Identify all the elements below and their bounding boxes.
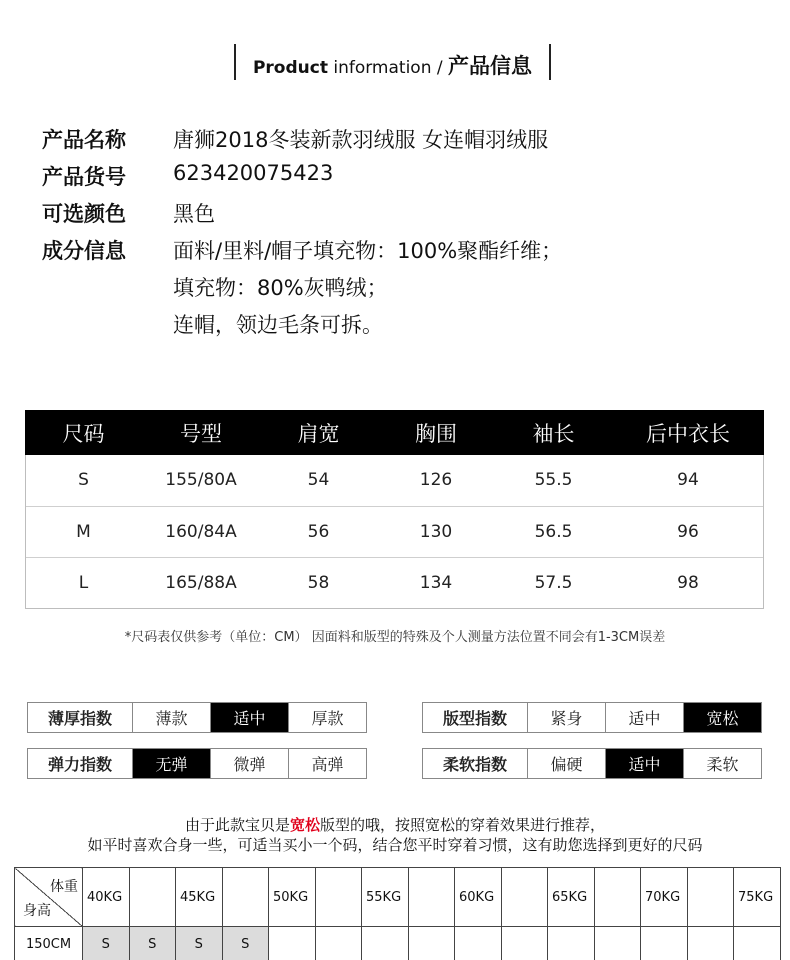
info-label: 成分信息 [42,239,126,263]
weight-cell [687,868,734,927]
header-cell: 胸围 [377,410,495,455]
index-option: 薄款 [132,703,210,732]
weight-cell [222,868,269,927]
fit-index [422,702,762,733]
title-sep: / [431,58,449,78]
index-option: 无弹 [132,749,210,778]
size-cell [734,927,781,960]
info-row-filling [42,272,762,308]
weight-header-row [15,868,781,927]
size-cell [362,927,409,960]
recommend-text: 版型的哦，按照宽松的穿着效果进行推荐， [320,816,606,834]
info-value: 唐狮2018冬装新款羽绒服 女连帽羽绒服 [173,128,549,152]
index-option: 紧身 [527,703,605,732]
info-row-name [42,124,762,160]
table-row [25,506,764,557]
info-value: 黑色 [173,202,215,226]
table-cell: 54 [307,470,330,491]
weight-cell: 45KG [176,868,223,927]
size-cell [408,927,455,960]
weight-cell [408,868,455,927]
index-label: 薄厚指数 [47,709,112,728]
index-option: 适中 [210,703,288,732]
table-cell: 94 [677,470,699,491]
index-option: 宽松 [683,703,761,732]
index-label: 弹力指数 [47,755,112,774]
recommend-text: 由于此款宝贝是 [184,816,290,834]
info-value: 面料/里料/帽子填充物：100%聚酯纤维； [173,239,563,263]
elasticity-index [27,748,367,779]
weight-cell: 55KG [362,868,409,927]
size-cell [269,927,316,960]
weight-cell: 75KG [734,868,781,927]
table-row [15,927,781,960]
weight-cell: 50KG [269,868,316,927]
index-option: 偏硬 [527,749,605,778]
index-label: 版型指数 [442,709,507,728]
index-option: 微弹 [210,749,288,778]
info-label: 产品货号 [42,165,126,189]
table-cell: 96 [612,506,764,557]
info-value: 填充物：80%灰鸭绒； [173,276,388,300]
title-cn: 产品信息 [448,54,533,78]
table-cell: 134 [377,557,495,608]
info-value: 623420075423 [173,161,334,185]
weight-height-table [14,867,781,960]
info-row-material [42,235,762,271]
weight-cell [594,868,641,927]
size-table-header [25,410,764,455]
header-cell: 号型 [142,410,260,455]
weight-cell: 40KG [83,868,130,927]
weight-cell [129,868,176,927]
table-cell: L [25,557,142,608]
size-cell: S [83,927,130,960]
header-cell: 肩宽 [260,410,377,455]
weight-cell: 60KG [455,868,502,927]
weight-cell [501,868,548,927]
title-en: information [327,58,432,78]
corner-weight-label: 体重 [50,879,78,895]
table-cell: 165/88A [142,557,260,608]
table-cell: S [78,470,89,491]
title-en-bold: Product [252,58,328,78]
table-cell: 98 [612,557,764,608]
size-cell [641,927,688,960]
table-cell: 57.5 [495,557,612,608]
recommend-highlight: 宽松 [289,816,320,834]
table-cell: 130 [377,506,495,557]
header-cell: 后中衣长 [612,410,764,455]
index-label: 柔软指数 [442,755,507,774]
table-row [25,455,764,506]
size-cell [315,927,362,960]
table-cell: 126 [419,470,453,491]
table-cell: 55.5 [534,470,573,491]
size-table-note: *尺码表仅供参考（单位：CM） 因面料和版型的特殊及个人测量方法位置不同会有1-3CM误差 [124,630,666,645]
thickness-index [27,702,367,733]
table-cell: M [25,506,142,557]
corner-cell [15,868,83,927]
index-option: 高弹 [288,749,366,778]
recommend-line-1 [0,814,790,835]
size-cell [548,927,595,960]
size-cell: S [222,927,269,960]
info-row-hood [42,309,762,345]
size-cell: S [176,927,223,960]
header-right-bar [549,44,551,80]
index-option: 柔软 [683,749,761,778]
index-option: 适中 [605,749,683,778]
size-cell [501,927,548,960]
size-cell [594,927,641,960]
header-cell: 尺码 [25,410,142,455]
weight-cell [315,868,362,927]
weight-cell: 70KG [641,868,688,927]
corner-height-label: 身高 [23,903,51,919]
info-value: 连帽，领边毛条可拆。 [173,313,383,337]
header-cell: 袖长 [495,410,612,455]
table-cell: 56.5 [495,506,612,557]
table-row [25,557,764,608]
section-title [236,50,549,80]
table-cell: 58 [260,557,377,608]
info-label: 可选颜色 [42,202,126,226]
info-row-color [42,198,762,234]
softness-index [422,748,762,779]
table-cell: 155/80A [165,470,237,491]
section-header [0,44,790,80]
weight-cell: 65KG [548,868,595,927]
table-cell: 160/84A [142,506,260,557]
size-table [25,410,764,608]
index-option: 厚款 [288,703,366,732]
info-row-sku [42,161,762,197]
info-label: 产品名称 [42,128,126,152]
index-option: 适中 [605,703,683,732]
size-cell [455,927,502,960]
recommend-line-2: 如平时喜欢合身一些，可适当买小一个码，结合您平时穿着习惯，这有助您选择到更好的尺码 [87,836,703,854]
height-cell: 150CM [15,927,83,960]
size-cell: S [129,927,176,960]
table-cell: 56 [260,506,377,557]
size-cell [687,927,734,960]
